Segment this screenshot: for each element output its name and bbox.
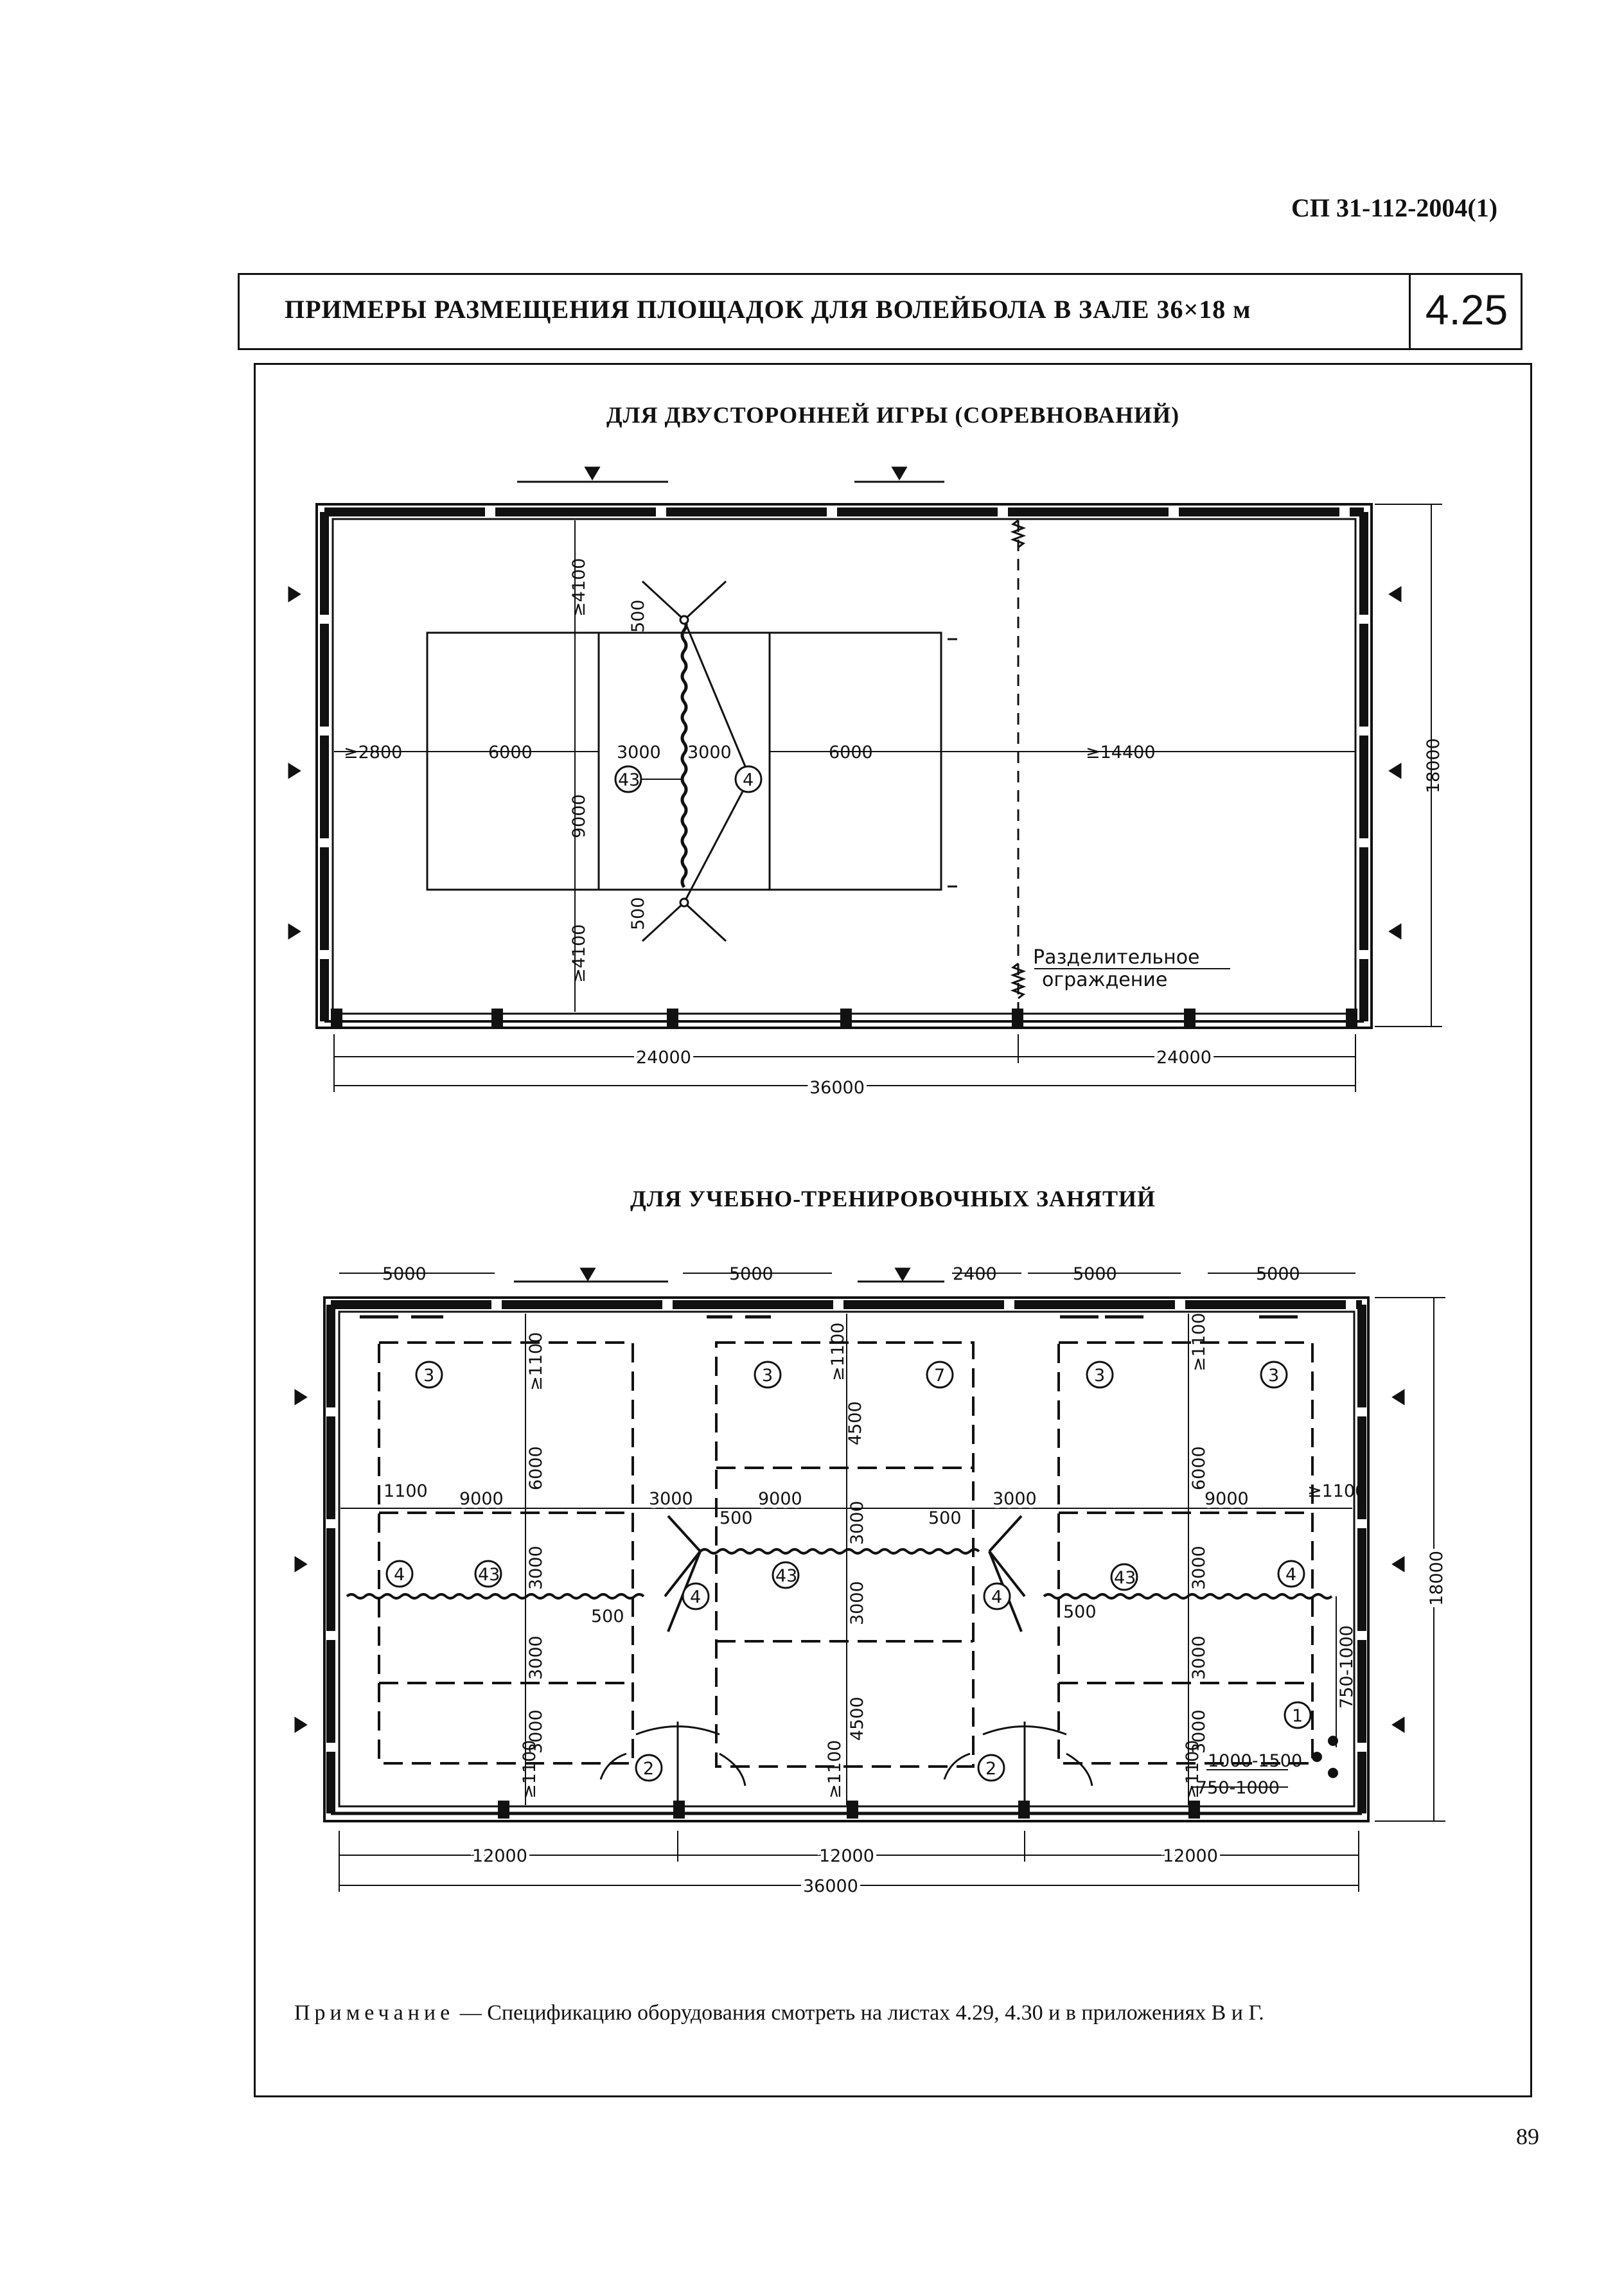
dim-4100-bottom: ≥4100 [569,924,589,983]
marker-7: 7 [934,1366,946,1386]
dim-3000-left: 3000 [617,743,661,762]
sheet-title: ПРИМЕРЫ РАЗМЕЩЕНИЯ ПЛОЩАДОК ДЛЯ ВОЛЕЙБОЛА В ЗАЛЕ 36×18 м [285,295,1251,324]
dim-6000-b: 6000 [1189,1446,1209,1490]
dim-3000-v5: 3000 [847,1581,867,1625]
dim-top-2400: 2400 [953,1264,997,1284]
divider-label-line1: Разделительное [1033,946,1200,969]
marker-4: 4 [743,770,754,790]
equipment-posts [1312,1736,1338,1778]
dim-9000-b: 9000 [758,1489,802,1509]
marker-3-c: 3 [1094,1366,1106,1386]
dim-1100-right: ≥1100 [1307,1481,1366,1501]
marker-4-b: 4 [690,1587,702,1607]
dim-4500-bottom: 4500 [847,1697,867,1741]
dim-top-5000-a: 5000 [382,1264,427,1284]
marker-2-b: 2 [985,1759,997,1779]
dim-9000: 9000 [569,794,589,838]
marker-43-c: 43 [1114,1568,1136,1588]
dim-18000-plan1: 18000 [1424,738,1443,793]
dim-36000-plan1: 36000 [809,1078,865,1098]
marker-43-b: 43 [775,1566,798,1586]
dim-6000-a: 6000 [526,1446,546,1490]
dim-4100-top: ≥4100 [569,558,589,617]
dim-9000-c: 9000 [1205,1489,1249,1509]
dim-1100-br: ≥1100 [1183,1740,1203,1799]
dim-500-c: 500 [591,1607,624,1626]
dim-500-d: 500 [1063,1602,1097,1622]
dim-1100-bm: ≥1100 [825,1740,845,1799]
dim-4500-top: 4500 [845,1401,865,1445]
marker-2-a: 2 [643,1759,655,1779]
note [294,2001,1264,2025]
marker-4-a: 4 [394,1565,405,1585]
dim-1000-1500: 1000-1500 [1208,1751,1303,1771]
dim-top-5000-c: 5000 [1073,1264,1117,1284]
dim-500-bottom: 500 [628,897,648,930]
entrance-arrows [289,468,1400,938]
dim-3000-v7: 3000 [1189,1635,1209,1680]
marker-3-a: 3 [423,1366,435,1386]
dim-1100-c: ≥1100 [1189,1312,1209,1371]
dim-1100-a: ≥1100 [526,1332,546,1391]
marker-43-a: 43 [478,1565,500,1585]
dim-12000-b: 12000 [819,1846,874,1866]
dim-36000-plan2: 36000 [803,1876,858,1896]
dim-500-a: 500 [719,1508,753,1528]
dim-9000-a: 9000 [459,1489,504,1509]
marker-43: 43 [618,770,640,790]
dim-18000-plan2: 18000 [1427,1551,1447,1606]
marker-3-d: 3 [1268,1366,1280,1386]
dim-3000-v8: 3000 [1189,1709,1209,1754]
dim-6000-left: 6000 [488,743,533,762]
note-text: — Спецификацию оборудования смотреть на листах 4.29, 4.30 и в приложениях В и Г. [454,2001,1264,2025]
dim-500-b: 500 [928,1508,962,1528]
dim-3000-right: 3000 [687,743,732,762]
dim-3000-b: 3000 [993,1489,1037,1509]
plan-training [296,1264,1447,1896]
dim-3000-a: 3000 [649,1489,693,1509]
page-number: 89 [1516,2124,1539,2149]
document-code: СП 31-112-2004(1) [1291,193,1498,222]
dim-24000-left: 24000 [636,1048,691,1068]
dim-24000-right: 24000 [1156,1048,1212,1068]
dim-1100-b: ≥1100 [828,1322,848,1381]
dim-2800: ≥2800 [344,743,403,762]
dim-3000-v6: 3000 [1189,1546,1209,1590]
dim-12000-c: 12000 [1163,1846,1218,1866]
dim-750-1000-v: 750-1000 [1337,1625,1357,1709]
hall-walls [317,504,1372,1028]
dim-12000-a: 12000 [472,1846,527,1866]
dim-1100-bl: ≥1100 [520,1740,540,1799]
dim-top-5000-b: 5000 [729,1264,773,1284]
marker-1: 1 [1292,1706,1303,1726]
dividing-fence [1013,520,1023,1012]
dim-3000-v4: 3000 [847,1501,867,1545]
dim-3000-v1: 3000 [526,1546,546,1590]
dim-3000-v3: 3000 [526,1709,546,1754]
dim-14400: ≥14400 [1086,743,1156,762]
dim-6000-right: 6000 [829,743,873,762]
marker-4-c: 4 [991,1587,1003,1607]
dim-500-top: 500 [628,599,648,633]
plan-competition [289,468,1443,1098]
dim-750-1000-h: 750-1000 [1196,1778,1280,1798]
dim-top-5000-d: 5000 [1256,1264,1300,1284]
marker-3-b: 3 [762,1366,773,1386]
dim-3000-v2: 3000 [526,1635,546,1680]
sheet-number: 4.25 [1425,286,1508,333]
divider-label-line2: ограждение [1042,969,1168,991]
dim-1100-left: 1100 [384,1481,428,1501]
section-title-competition: ДЛЯ ДВУСТОРОННЕЙ ИГРЫ (СОРЕВНОВАНИЙ) [606,402,1180,428]
marker-4-d: 4 [1285,1565,1297,1585]
section-title-training: ДЛЯ УЧЕБНО-ТРЕНИРОВОЧНЫХ ЗАНЯТИЙ [630,1186,1156,1212]
note-prefix: Примечание [294,2001,455,2025]
